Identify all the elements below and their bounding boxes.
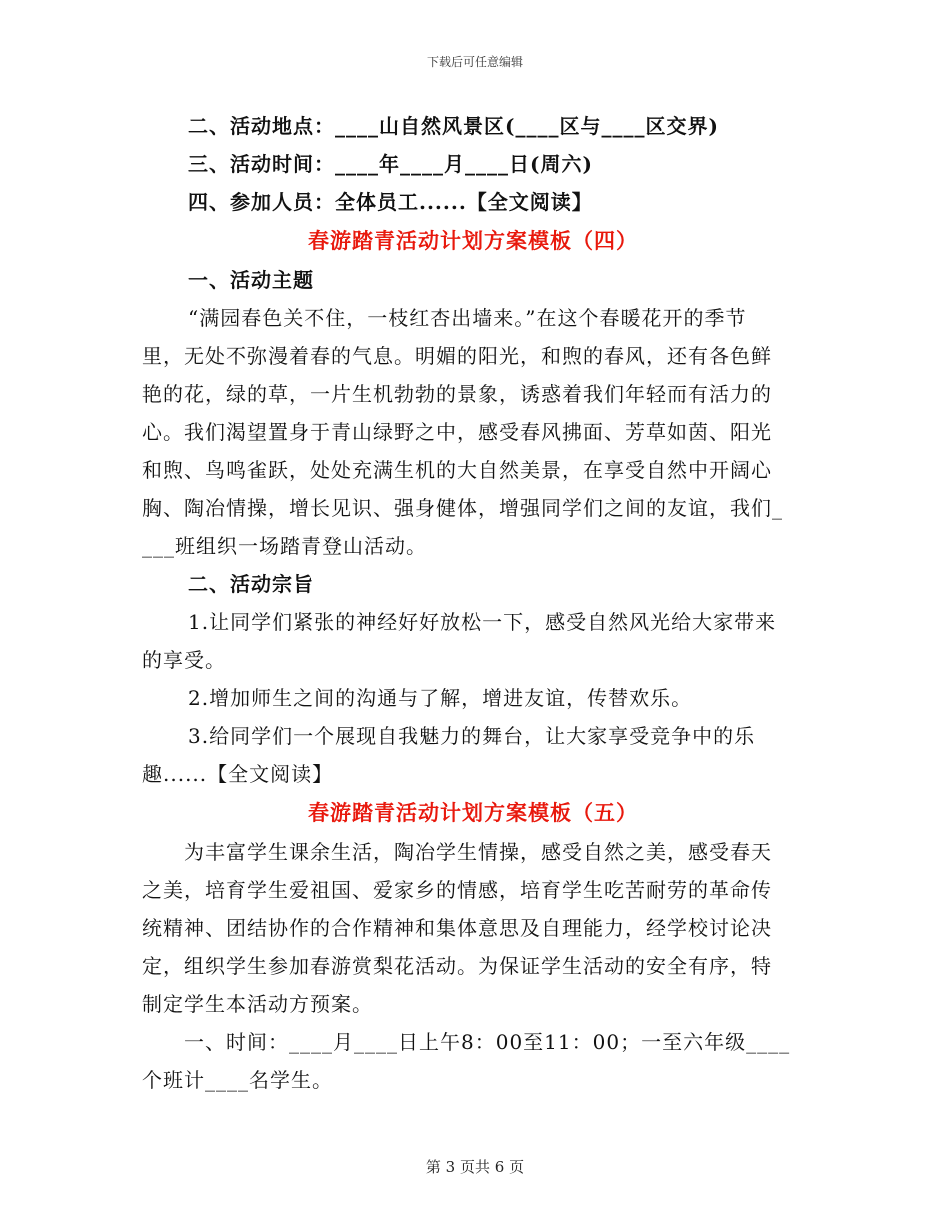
page-header: 下载后可任意编辑 bbox=[426, 55, 523, 69]
paragraph-line: 个班计____名学生。 bbox=[142, 1068, 333, 1092]
paragraph-line: 制定学生本活动方预案。 bbox=[142, 992, 373, 1016]
subheading-purpose: 二、活动宗旨 bbox=[188, 572, 314, 596]
list-item: 1.让同学们紧张的神经好好放松一下，感受自然风光给大家带来 bbox=[188, 610, 777, 634]
paragraph-line: 心。我们渴望置身于青山绿野之中，感受春风拂面、芳草如茵、阳光 bbox=[142, 420, 772, 444]
list-item: 2.增加师生之间的沟通与了解，增进友谊，传替欢乐。 bbox=[188, 686, 693, 710]
activity-time: 三、活动时间：____年____月____日(周六) bbox=[188, 152, 593, 176]
activity-location: 二、活动地点：____山自然风景区(____区与____区交界) bbox=[188, 114, 719, 138]
paragraph-line: 为丰富学生课余生活，陶冶学生情操，感受自然之美，感受春天 bbox=[184, 840, 772, 864]
paragraph-line: 定，组织学生参加春游赏梨花活动。为保证学生活动的安全有序，特 bbox=[142, 954, 772, 978]
paragraph-line: 一、时间：____月____日上午8：00至11：00；一至六年级____ bbox=[184, 1030, 791, 1054]
paragraph-line: 胸、陶冶情操，增长见识、强身健体，增强同学们之间的友谊，我们_ bbox=[142, 496, 783, 520]
section-heading-five: 春游踏青活动计划方案模板（五） bbox=[308, 800, 638, 825]
list-item-continuation: 的享受。 bbox=[142, 648, 226, 672]
list-item: 3.给同学们一个展现自我魅力的舞台，让大家享受竞争中的乐 bbox=[188, 724, 756, 748]
paragraph-line: 统精神、团结协作的合作精神和集体意思及自理能力，经学校讨论决 bbox=[142, 916, 772, 940]
paragraph-line: ___班组织一场踏青登山活动。 bbox=[142, 534, 427, 558]
paragraph-line: 之美，培育学生爱祖国、爱家乡的情感，培育学生吃苦耐劳的革命传 bbox=[142, 878, 772, 902]
paragraph-line: 和煦、鸟鸣雀跃，处处充满生机的大自然美景，在享受自然中开阔心 bbox=[142, 458, 772, 482]
paragraph-line: 艳的花，绿的草，一片生机勃勃的景象，诱惑着我们年轻而有活力的 bbox=[142, 382, 772, 406]
paragraph-line: “满园春色关不住，一枝红杏出墙来。”在这个春暖花开的季节 bbox=[188, 306, 747, 330]
list-item-continuation: 趣......【全文阅读】 bbox=[142, 762, 334, 786]
subheading-theme: 一、活动主题 bbox=[188, 268, 314, 292]
page-footer: 第 3 页共 6 页 bbox=[425, 1158, 525, 1176]
document-body bbox=[142, 107, 804, 1099]
paragraph-line: 里，无处不弥漫着春的气息。明媚的阳光，和煦的春风，还有各色鲜 bbox=[142, 344, 772, 368]
participants: 四、参加人员：全体员工......【全文阅读】 bbox=[188, 190, 593, 214]
section-heading-four: 春游踏青活动计划方案模板（四） bbox=[308, 228, 638, 253]
